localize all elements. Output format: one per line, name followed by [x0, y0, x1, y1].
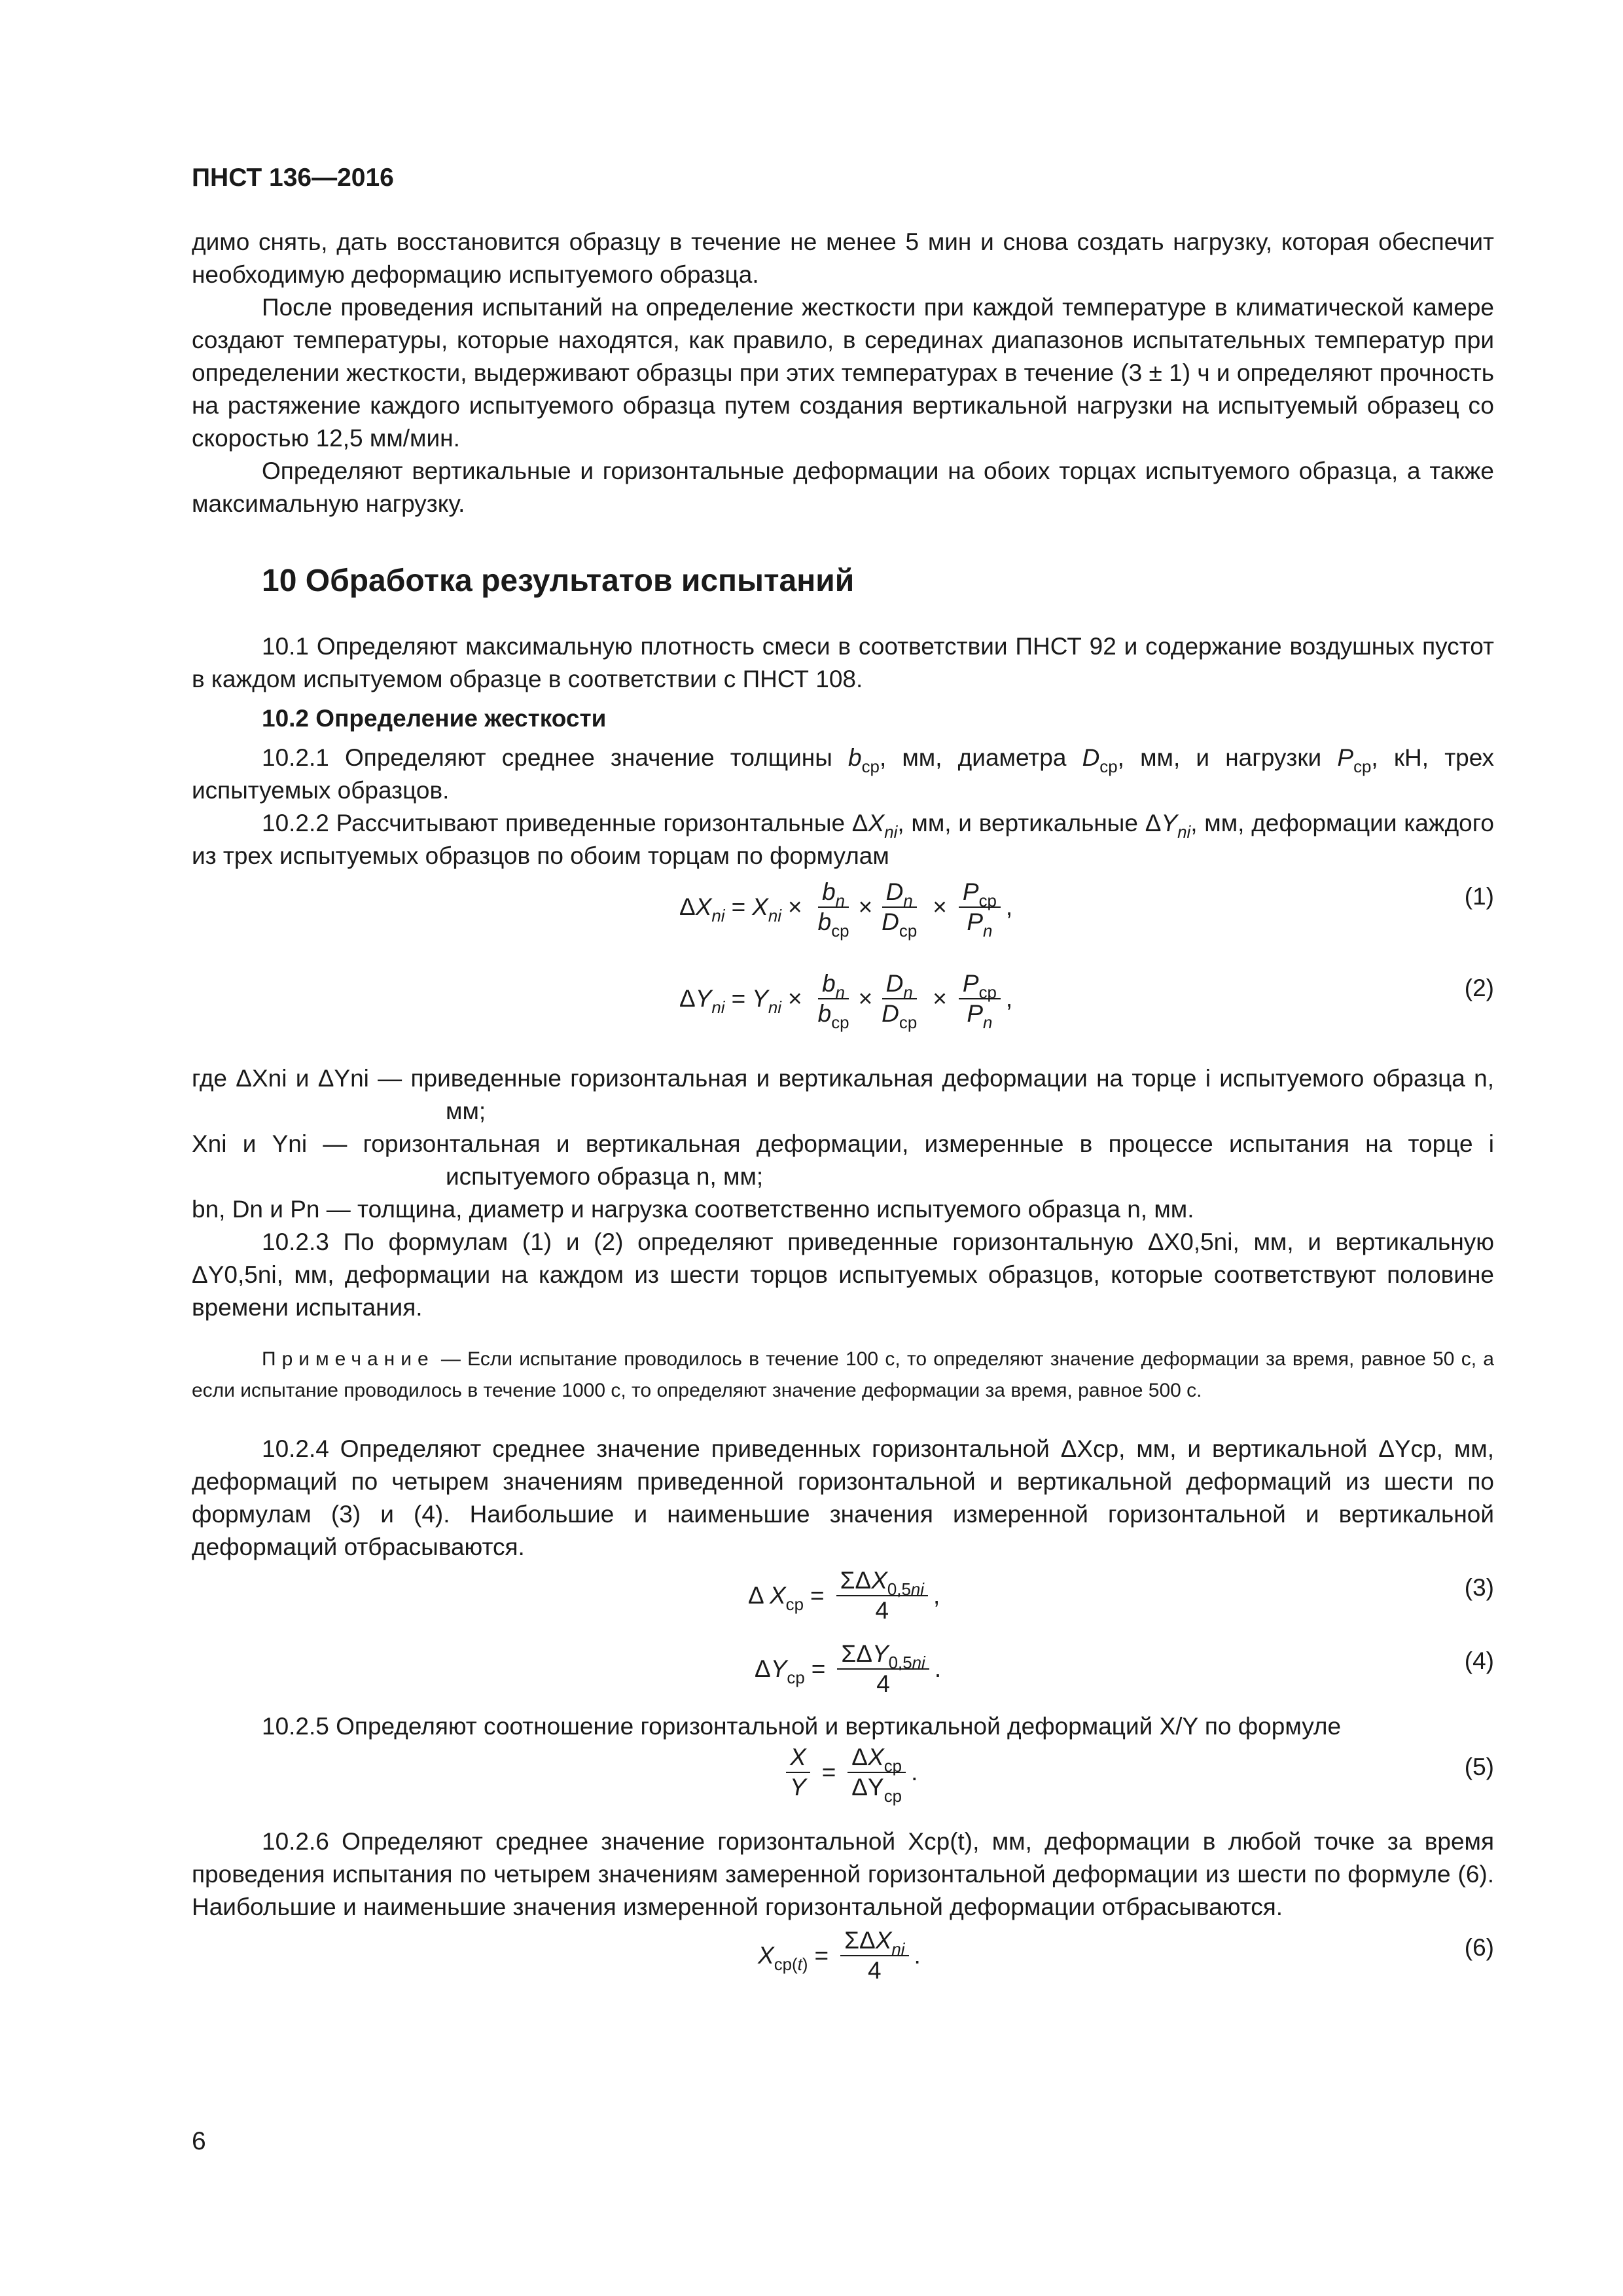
paragraph-deformations: Определяют вертикальные и горизонтальные деформации на обоих торцах испытуемого образца, а также максимальную нагрузку. — [192, 457, 1494, 517]
formula-number-4: (4) — [1464, 1647, 1494, 1674]
paragraph-10-2-3: 10.2.3 По формулам (1) и (2) определяют приведенные горизонтальную ΔX0,5ni, мм, и вертикальную ΔY0,5ni, мм, деформации на каждом из шести торцов испытуемых образцов, которые соответствуют половине времени испытания. — [192, 1229, 1494, 1321]
paragraph-10-2-2: 10.2.2 Рассчитывают приведенные горизонтальные $\Delta X_{ni}$, мм, и вертикальные $\Delta Y_{ni}$, мм, деформации каждого из трех испытуемых образцов по обоим торцам по формулам — [192, 810, 1495, 869]
formula-2: $\Delta Y_{ni}$ = $Y_{ni}$ × $\frac{b_n}{b_{ср}}$ × $\frac{D_n}{D_{ср}}$ × $\frac{P_{ср}}{P_n}$ , (2) — [679, 970, 1494, 1032]
document-header: ПНСТ 136—2016 — [192, 164, 394, 192]
formula-3: Δ $X_{ср}$ = $\frac{\Sigma\Delta X_{0,5ni}}{4}$ , (3) — [748, 1567, 1494, 1624]
formula-4: $\Delta Y_{ср}$ = $\frac{\Sigma\Delta Y_{0,5ni}}{4}$ . (4) — [755, 1640, 1494, 1697]
formula-number-1: (1) — [1464, 883, 1494, 910]
formula-number-6: (6) — [1464, 1934, 1494, 1961]
where-item-2: Xni и Yni — горизонтальная и вертикальная деформации, измеренные в процессе испытания на торце i испытуемого образца n, мм; — [192, 1130, 1494, 1190]
formula-1: $\Delta X_{ni}$ = $X_{ni}$ × $\frac{b_n}{b_{ср}}$ × $\frac{D_n}{D_{ср}}$ × $\frac{P_{ср}}{P_n}$ , (1) — [679, 878, 1494, 941]
subsection-10-2-title: 10.2 Определение жесткости — [262, 705, 607, 732]
formula-5: $\frac{X}{Y}$ = $\frac{\Delta X_{ср}}{\Delta Y_{ср}}$ . (5) — [192, 1743, 1494, 1816]
formula-number-5: (5) — [1464, 1753, 1494, 1780]
where-item-1: где ΔXni и ΔYni — приведенные горизонтальная и вертикальная деформации на торце i испытуемого образца n, мм; — [192, 1065, 1494, 1124]
paragraph-10-2-5: 10.2.5 Определяют соотношение горизонтальной и вертикальной деформаций X/Y по формуле — [262, 1713, 1342, 1740]
page-content — [192, 226, 1494, 1997]
paragraph-10-1: 10.1 Определяют максимальную плотность смеси в соответствии ПНСТ 92 и содержание воздушных пустот в каждом испытуемом образце в соответствии с ПНСТ 108. — [192, 633, 1494, 692]
note-label: Примечание — [262, 1348, 435, 1370]
page-number: 6 — [192, 2127, 206, 2155]
paragraph-10-2-6: 10.2.6 Определяют среднее значение горизонтальной Xср(t), мм, деформации в любой точке за время проведения испытания по четырем значениям замеренной горизонтальной деформации из шести по формуле (6). Наибольшие и наименьшие значения измеренной горизонтальной деформации отбрасываются. — [192, 1828, 1494, 1920]
formula-6: $X_{ср(t)}$ = $\frac{\Sigma\Delta X_{ni}}{4}$ . (6) — [758, 1927, 1494, 1984]
note: Примечание — Если испытание проводилось в течение 100 с, то определяют значение деформации за время, равное 50 с, а если испытание проводилось в течение 1000 с, то определяют значение деформации за время, равное 500 с. — [192, 1348, 1494, 1401]
paragraph-continuation: димо снять, дать восстановится образцу в течение не менее 5 мин и снова создать нагрузку, которая обеспечит необходимую деформацию испытуемого образца. — [192, 228, 1494, 288]
formula-number-3: (3) — [1464, 1574, 1494, 1601]
paragraph-10-2-4: 10.2.4 Определяют среднее значение приведенных горизонтальной ΔXср, мм, и вертикальной ΔYср, мм, деформаций по четырем значениям приведенной горизонтальной и вертикальной деформаций из шести по формулам (3) и (4). Наибольшие и наименьшие значения измеренной горизонтальной и вертикальной деформаций отбрасываются. — [192, 1435, 1494, 1560]
where-item-3: bn, Dn и Pn — толщина, диаметр и нагрузка соответственно испытуемого образца n, мм. — [192, 1196, 1194, 1223]
paragraph-10-2-1: 10.2.1 Определяют среднее значение толщины $b_{ср}$, мм, диаметра $D_{ср}$, мм, и нагрузки $P_{ср}$, кН, трех испытуемых образцов. — [192, 744, 1494, 804]
paragraph-after-tests: После проведения испытаний на определение жесткости при каждой температуре в климатической камере создают температуры, которые находятся, как правило, в серединах диапазонов испытательных температур при определении жесткости, выдерживают образцы при этих температурах в течение (3 ± 1) ч и определяют прочность на растяжение каждого испытуемого образца путем создания вертикальной нагрузки на испытуемый образец со скоростью 12,5 мм/мин. — [192, 294, 1494, 452]
section-title: 10 Обработка результатов испытаний — [262, 564, 855, 598]
formula-number-2: (2) — [1464, 975, 1494, 1001]
